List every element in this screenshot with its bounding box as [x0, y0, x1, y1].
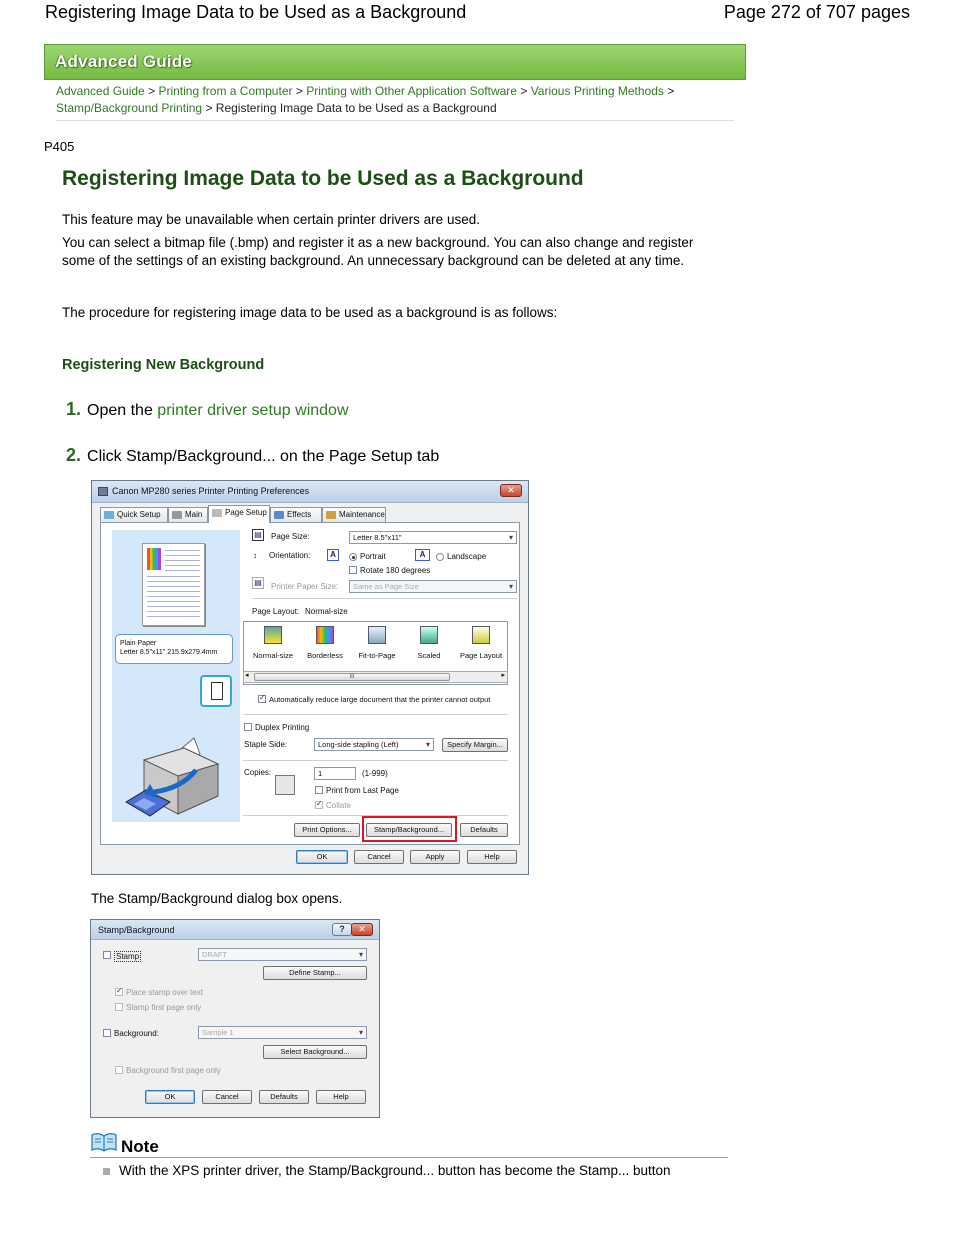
duplex-checkbox[interactable] [244, 723, 252, 731]
note-title: Note [121, 1137, 159, 1156]
step-number: 1. [66, 399, 82, 419]
breadcrumb-other-application-software[interactable]: Printing with Other Application Software [306, 84, 517, 98]
scroll-left-icon[interactable]: ◂ [245, 672, 249, 679]
breadcrumb-separator: > [520, 84, 528, 98]
note-divider [90, 1157, 728, 1158]
page-layout-icon [472, 626, 490, 644]
layout-normal-size[interactable]: Normal-size [248, 626, 298, 660]
tab-page-setup[interactable]: Page Setup [208, 505, 270, 523]
auto-reduce-label: Automatically reduce large document that the printer cannot output [269, 695, 491, 704]
separator [243, 714, 508, 715]
scroll-right-icon[interactable]: ▸ [501, 672, 505, 679]
landscape-label: Landscape [447, 552, 487, 561]
highlight-box [362, 816, 457, 842]
staple-side-label: Staple Side: [244, 740, 288, 749]
print-options-button[interactable]: Print Options... [294, 823, 360, 837]
printer-paper-size-label: Printer Paper Size: [271, 582, 339, 591]
portrait-radio[interactable] [349, 553, 357, 561]
printer-illustration-icon [122, 730, 230, 818]
availability-note: This feature may be unavailable when certain printer drivers are used. [62, 212, 480, 227]
define-stamp-button[interactable]: Define Stamp... [263, 966, 367, 980]
breadcrumb-separator: > [205, 101, 213, 115]
page-counter: Page 272 of 707 pages [723, 2, 910, 22]
book-icon [90, 1132, 118, 1152]
main-icon [172, 511, 182, 519]
printer-paper-icon: ▤ [252, 577, 264, 589]
paper-info-box [115, 634, 233, 664]
collate-checkbox[interactable] [315, 801, 323, 809]
breadcrumb-current: Registering Image Data to be Used as a Background [215, 101, 497, 115]
page-heading: Registering Image Data to be Used as a Background [62, 167, 584, 190]
scroll-thumb[interactable]: III [254, 673, 450, 681]
page-preview-icon [142, 543, 205, 626]
rotate-180-label: Rotate 180 degrees [360, 566, 431, 575]
dialog-titlebar [91, 920, 379, 940]
bullet-icon [103, 1168, 110, 1175]
separator [252, 598, 517, 599]
breadcrumb-separator: > [667, 84, 675, 98]
stamp-first-page-checkbox[interactable] [115, 1003, 123, 1011]
print-from-last-checkbox[interactable] [315, 786, 323, 794]
breadcrumb-various-printing-methods[interactable]: Various Printing Methods [530, 84, 664, 98]
dialog-caption: The Stamp/Background dialog box opens. [91, 891, 343, 906]
page-size-dropdown[interactable]: Letter 8.5"x11" ▾ [349, 531, 517, 544]
note-item: With the XPS printer driver, the Stamp/Background... button has become the Stamp... button [119, 1163, 671, 1178]
print-preview-area [112, 530, 240, 822]
background-dropdown[interactable]: Sample 1 ▾ [198, 1026, 367, 1039]
tab-main[interactable]: Main [168, 507, 208, 522]
staple-side-dropdown[interactable]: Long-side stapling (Left) ▾ [314, 738, 434, 751]
breadcrumb-divider [56, 120, 734, 121]
copies-label: Copies: [244, 768, 272, 777]
breadcrumb-printing-from-computer[interactable]: Printing from a Computer [158, 84, 293, 98]
tab-effects[interactable]: Effects [270, 507, 322, 522]
printer-app-icon [98, 487, 108, 496]
layout-borderless[interactable]: Borderless [300, 626, 350, 660]
portrait-icon: A [327, 549, 339, 561]
step-text: Open the [87, 402, 158, 419]
normal-size-icon [264, 626, 282, 644]
cancel-button[interactable]: Cancel [202, 1090, 252, 1104]
help-button[interactable]: Help [316, 1090, 366, 1104]
close-icon[interactable]: ✕ [500, 484, 522, 497]
auto-reduce-checkbox[interactable] [258, 695, 266, 703]
printer-driver-setup-link[interactable]: printer driver setup window [157, 402, 349, 419]
printing-preferences-dialog [91, 480, 529, 875]
landscape-radio[interactable] [436, 553, 444, 561]
apply-button[interactable]: Apply [410, 850, 460, 864]
stamp-label: Stamp [116, 952, 140, 961]
orientation-bullet: ↕ [253, 551, 257, 560]
page-setup-icon [212, 509, 222, 517]
background-first-page-label: Background first page only [126, 1066, 221, 1075]
breadcrumb-separator: > [148, 84, 156, 98]
help-button[interactable]: Help [467, 850, 517, 864]
specify-margin-button[interactable]: Specify Margin... [442, 738, 508, 752]
maintenance-icon [326, 511, 336, 519]
tab-quick-setup[interactable]: Quick Setup [100, 507, 168, 522]
copies-spinner[interactable]: 1 [314, 767, 356, 780]
background-checkbox[interactable] [103, 1029, 111, 1037]
select-background-button[interactable]: Select Background... [263, 1045, 367, 1059]
printer-paper-size-dropdown[interactable]: Same as Page Size ▾ [349, 580, 517, 593]
step-text: Click Stamp/Background... on the Page Setup tab [87, 448, 440, 465]
paper-dimensions: Letter 8.5"x11" 215.9x279.4mm [120, 649, 218, 656]
advanced-guide-banner [44, 44, 746, 80]
page-id: P405 [44, 139, 75, 154]
background-first-page-checkbox[interactable] [115, 1066, 123, 1074]
orientation-label: Orientation: [269, 551, 311, 560]
step-2 [66, 445, 439, 466]
borderless-icon [316, 626, 334, 644]
effects-icon [274, 511, 284, 519]
close-icon[interactable]: ✕ [351, 923, 373, 936]
duplex-label: Duplex Printing [255, 723, 310, 732]
print-from-last-label: Print from Last Page [326, 786, 399, 795]
stamp-checkbox[interactable] [103, 951, 111, 959]
procedure-intro: The procedure for registering image data to be used as a background is as follows: [62, 305, 558, 320]
section-heading: Registering New Background [62, 357, 265, 373]
orientation-preview-icon[interactable] [200, 675, 232, 707]
intro-paragraph: You can select a bitmap file (.bmp) and register it as a new background. You can also change and register some of the settings of an existing background. An unnecessary background can be deleted at any time. [62, 235, 694, 268]
collate-label: Collate [326, 801, 351, 810]
breadcrumb-advanced-guide[interactable]: Advanced Guide [56, 84, 145, 98]
fit-to-page-icon [368, 626, 386, 644]
layout-scaled[interactable]: Scaled [404, 626, 454, 660]
defaults-button[interactable]: Defaults [259, 1090, 309, 1104]
stamp-background-dialog [90, 919, 380, 1118]
cancel-button[interactable]: Cancel [354, 850, 404, 864]
tab-maintenance[interactable]: Maintenance [322, 507, 386, 522]
banner-label: Advanced Guide [55, 52, 192, 71]
layout-fit-to-page[interactable]: Fit-to-Page [352, 626, 402, 660]
layout-scrollbar[interactable] [243, 671, 508, 683]
breadcrumb-stamp-background-printing[interactable]: Stamp/Background Printing [56, 101, 203, 115]
dialog-titlebar [92, 481, 528, 503]
page-layout-label: Page Layout: [252, 607, 300, 616]
defaults-button[interactable]: Defaults [460, 823, 508, 837]
help-question-icon[interactable]: ? [332, 923, 352, 936]
collate-pages-icon [275, 775, 295, 795]
step-1 [66, 399, 349, 420]
page-size-icon: ▤ [252, 529, 264, 541]
page-size-label: Page Size: [271, 532, 310, 541]
rotate-180-checkbox[interactable] [349, 566, 357, 574]
background-label: Background: [114, 1029, 159, 1038]
breadcrumb [56, 83, 726, 117]
step-number: 2. [66, 445, 82, 465]
dialog-title: Canon MP280 series Printer Printing Preferences [112, 486, 310, 496]
place-over-text-checkbox[interactable] [115, 988, 123, 996]
ok-button[interactable]: OK [145, 1090, 195, 1104]
stamp-first-page-label: Stamp first page only [126, 1003, 202, 1012]
layout-page-layout[interactable]: Page Layout [456, 626, 506, 660]
place-over-text-label: Place stamp over text [126, 988, 203, 997]
portrait-label: Portrait [360, 552, 386, 561]
copies-range: (1-999) [362, 769, 388, 778]
landscape-icon: A [415, 549, 430, 561]
scaled-icon [420, 626, 438, 644]
quick-setup-icon [104, 511, 114, 519]
stamp-dropdown[interactable]: DRAFT ▾ [198, 948, 367, 961]
separator [243, 760, 508, 761]
breadcrumb-separator: > [295, 84, 303, 98]
media-type: Plain Paper [120, 640, 157, 647]
stamp-background-button[interactable]: Stamp/Background... [366, 823, 452, 837]
page-layout-value: Normal-size [305, 607, 348, 616]
dialog-title: Stamp/Background [98, 925, 175, 935]
ok-button[interactable]: OK [296, 850, 348, 864]
document-title: Registering Image Data to be Used as a Background [45, 2, 467, 22]
